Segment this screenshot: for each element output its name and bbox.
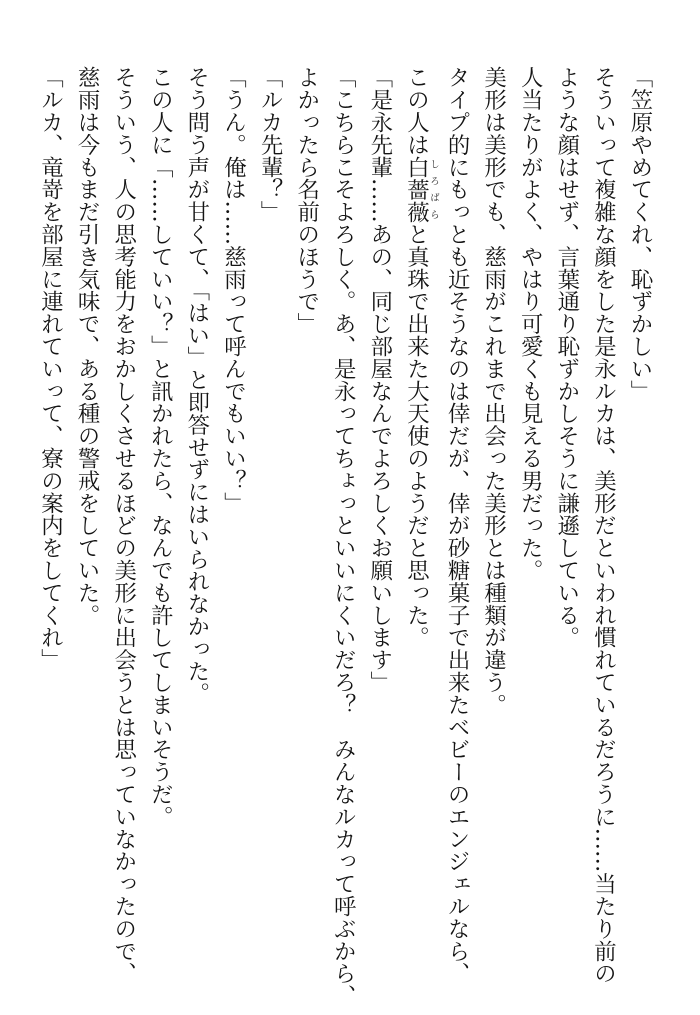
text-line-13: そう問う声が甘くて、「はい」と即答せずにはいられなかった。 [183,66,210,705]
text-line-4: 人当たりがよく、やはり可愛くも見える男だった。 [517,66,544,582]
text-line-16: 慈雨は今もまだ引き気味で、ある種の警戒をしていた。 [74,66,101,626]
text-line-15: そういう、人の思考能力をおかしくさせるほどの美形に出会うとは思っていなかったので、 [110,66,137,985]
text-line-8: 「是永先輩……あの、同じ部屋なんでよろしくお願いします」 [366,66,393,694]
text-line-2: そういって複雑な顔をした是永ルカは、美形だといわれ慣れているだろうに……当たり前の [590,66,617,985]
ruby-annotation [403,155,439,223]
text-line-11: 「ルカ先輩？」 [257,66,284,223]
text-line-7 [398,66,439,986]
vertical-text-body [32,66,658,1007]
text-line-7-end: と真珠で出来た大天使のようだと思った。 [403,222,430,649]
ruby-base-text: 白薔薇 [403,155,430,223]
text-line-3: ような顔はせず、言葉通り恥ずかしそうに謙遜している。 [553,66,580,649]
text-line-6: タイプ的にもっとも近そうなのは倖だが、倖が砂糖菓子で出来たベビーのエンジェルなら、 [444,66,471,985]
text-line-5: 美形は美形でも、慈雨がこれまで出会った美形とは種類が違う。 [480,66,507,716]
text-line-17: 「ルカ、竜嵜を部屋に連れていって、寮の案内をしてくれ」 [37,66,64,671]
text-line-1: 「笠原やめてくれ、恥ずかしい」 [627,66,653,402]
text-line-10: よかったら名前のほうで」 [293,66,320,335]
text-line-7-start: この人は [403,66,430,156]
ruby-reading: しろばら [427,155,439,223]
text-line-14: この人に「……していい？」と訊かれたら、なんでも許してしまいそうだ。 [147,66,174,828]
text-line-9: 「こちらこそよろしく。あ、是永ってちょっといいにくいだろ？ みんなルカって呼ぶから、 [330,66,357,1007]
text-line-12: 「うん。俺は……慈雨って呼んでもいい？」 [220,66,247,514]
